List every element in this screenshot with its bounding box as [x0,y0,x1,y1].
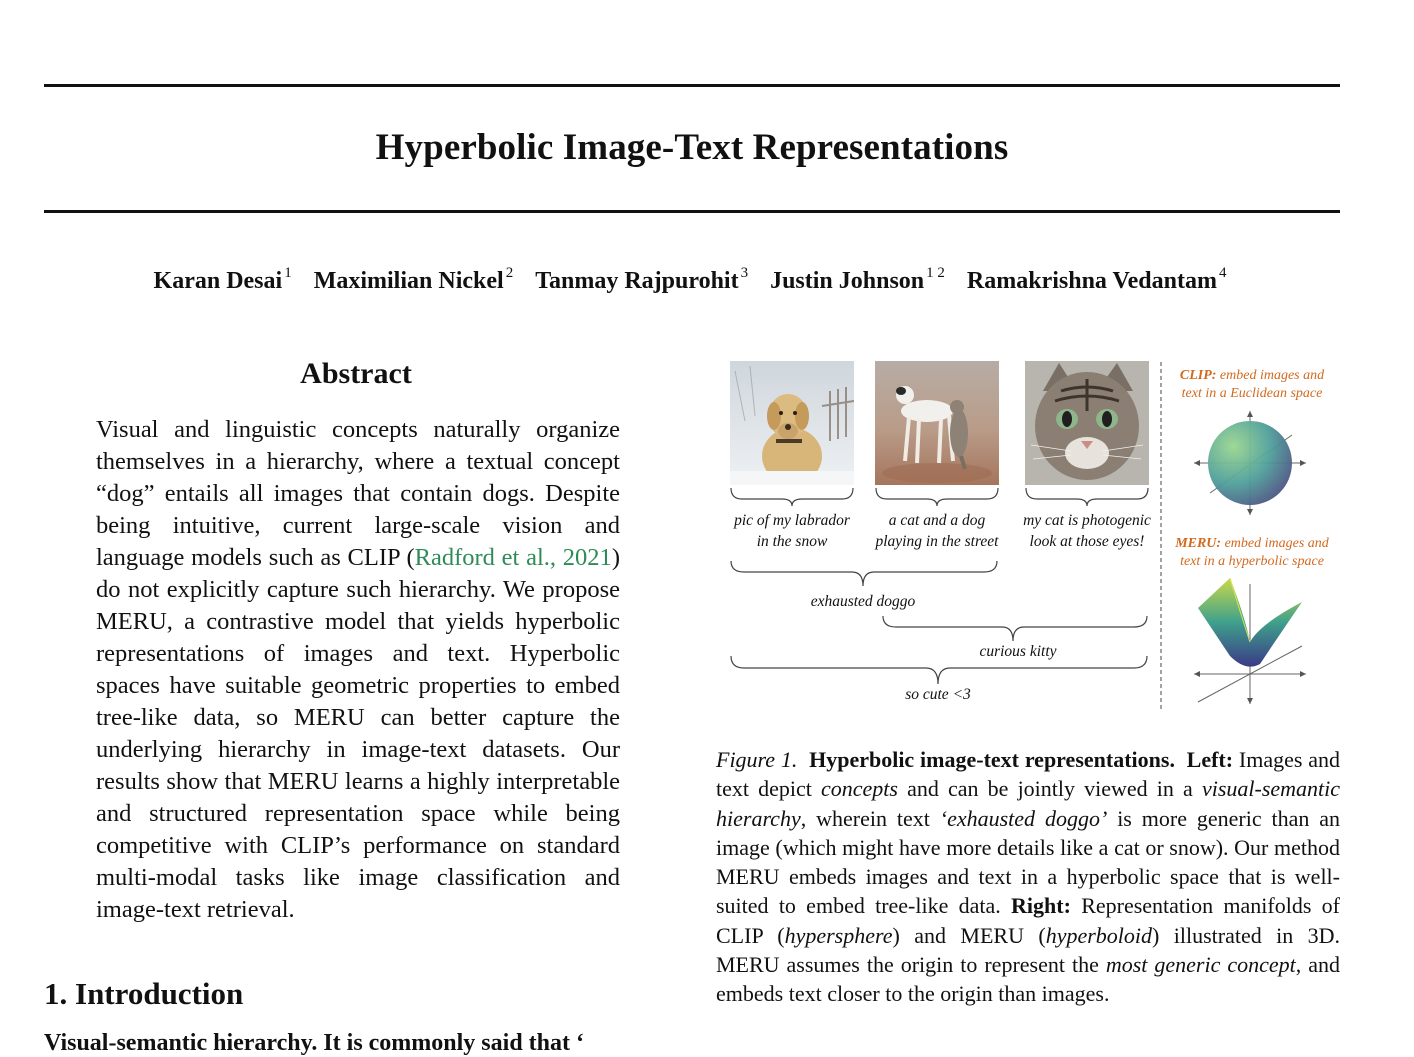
meru-hyperboloid [1194,578,1306,704]
clip-label: CLIP: embed images and text in a Euclidean space [1179,368,1325,401]
image-caption-2: a cat and a dog playing in the street [875,512,999,550]
abstract-heading: Abstract [300,357,412,390]
concept-exhausted-doggo: exhausted doggo [810,593,916,610]
bottom-rule [44,210,1340,213]
abstract-body: Visual and linguistic concepts naturally organize themselves in a hierarchy, where a textual concept “dog” entails all images that contain dogs. Despite being intuitive, current large-scale vision and language models such as CLIP (Radford et al., 2021) do not explicitly capture such hierarchy. We propose MERU, a contrastive model that yields hyperbolic representations of images and text. Hyperbolic spaces have suitable geometric properties to embed tree-like data, so MERU can better capture the underlying hierarchy in image-text datasets. Our results show that MERU learns a highly interpretable and structured representation space while being competitive with CLIP’s performance on standard multi-modal tasks like image classification and image-text retrieval. [96,416,620,923]
image-caption-1: pic of my labrador in the snow [734,512,850,550]
author-list [0,265,1380,295]
author: Karan Desai $^1$ [153,265,292,294]
image-caption-3: my cat is photogenic look at those eyes! [1023,512,1151,550]
paper-title: Hyperbolic Image-Text Representations [375,127,1009,168]
author: Tanmay Rajpurohit $^3$ [535,265,749,294]
brace [1026,488,1148,506]
citation-link[interactable]: Radford et al., 2021 [414,544,612,571]
brace [731,488,853,506]
brace [731,561,997,586]
author: Ramakrishna Vedantam $^4$ [966,265,1227,294]
intro-first-line: Visual-semantic hierarchy. It is commonly said that ‘ [44,1030,584,1056]
brace [876,488,998,506]
author: Justin Johnson $^{1 2}$ [770,265,945,294]
section-heading-introduction: 1. Introduction [44,976,244,1011]
concept-curious-kitty: curious kitty [979,643,1057,660]
meru-label: MERU: embed images and text in a hyperbolic space [1175,536,1329,569]
clip-sphere [1194,411,1306,515]
concept-so-cute: so cute <3 [905,686,971,703]
figure-caption: Figure 1. Hyperbolic image-text representations. Left: Images and text depict concepts and can be jointly viewed in a visual-semantic hierarchy, wherein text ‘exhausted doggo’ is more generic than an image (which might have more details like a cat or snow). Our method MERU embeds images and text in a hyperbolic space that is well-suited to embed tree-like data. Right: Representation manifolds of CLIP (hypersphere) and MERU (hyperboloid) illustrated in 3D. MERU assumes the origin to represent the most generic concept, and embeds text closer to the origin than images. [716,747,1341,1007]
top-rule [44,84,1340,87]
brace [883,616,1147,641]
author: Maximilian Nickel $^2$ [313,265,514,294]
figure-1 [716,354,1356,724]
